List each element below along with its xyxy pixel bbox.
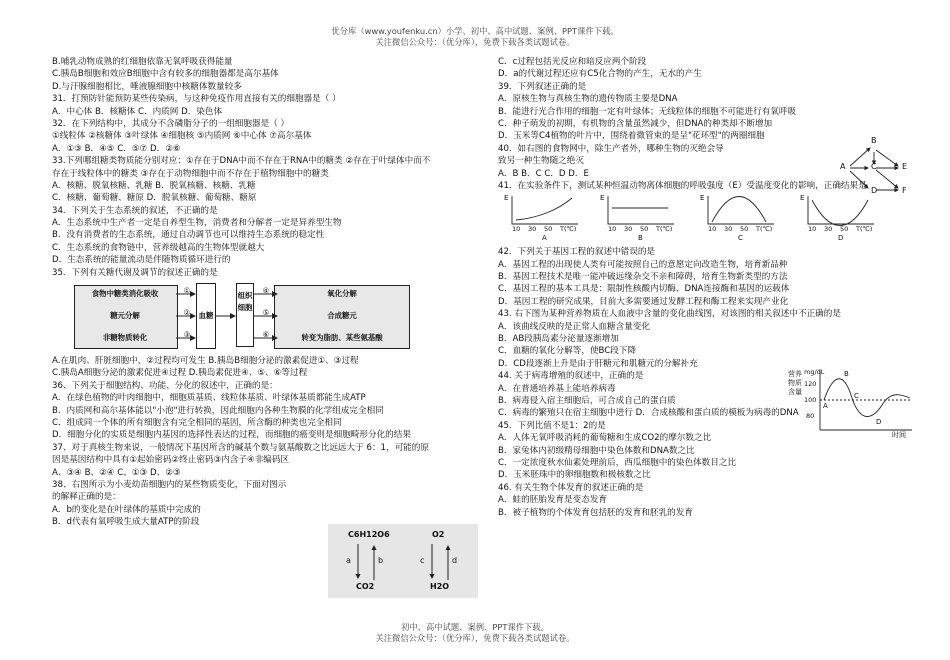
sugar-metabolism-diagram <box>52 283 472 349</box>
text-line: C．c过程包括光反应和暗反应两个阶段 <box>498 57 647 67</box>
ytick-100: 100 <box>804 396 817 404</box>
text-line: D．玉米胚珠中的卵细胞数和极核数之比 <box>498 470 651 481</box>
text-line: C．生态系统的食物链中，营养级越高的生物体型就越大 <box>52 242 265 253</box>
question-36: 36、下列关于细胞结构、功能、分化的叙述中，正确的是： <box>52 380 278 391</box>
axis-unit: T(℃) <box>856 225 873 234</box>
text-line: B.哺乳动物成熟的红细胞依靠无氧呼吸获得能量 <box>52 57 233 67</box>
text-line: A．基因工程的出现使人类有可能按照自己的意愿定向改造生物，培育新品种 <box>498 259 788 270</box>
text-line: A．在绿色植物的叶肉细胞中，细胞质基质、线粒体基质、叶绿体基质都能生成ATP <box>52 393 366 404</box>
co2-label: CO2 <box>356 582 375 591</box>
tick-label: 10 <box>708 225 717 234</box>
graph-letters <box>498 236 910 246</box>
text-line: B．病毒侵入宿主细胞后，可合成自己的蛋白质 <box>498 395 676 406</box>
text-line: A.在肌肉、肝脏细胞中，②过程均可发生 B.胰岛B细胞分泌的激素促进①、③过程 <box>52 356 359 367</box>
text-line: 致另一种生物随之绝灭 <box>498 156 584 167</box>
mark-1: ① <box>183 286 191 296</box>
text-line: A．B B．C C．D D．E <box>498 168 589 179</box>
text-line: D．CD段逐渐上升是由于肝糖元和肌糖元的分解补充 <box>498 358 698 369</box>
input-non-sugar: 非糖物质转化 <box>102 333 148 343</box>
input-digestion: 食物中糖类消化吸收 <box>91 289 159 299</box>
graph-letter-a: A <box>542 234 547 243</box>
label-d: d <box>452 556 458 565</box>
tick-label: 50 <box>544 225 553 234</box>
mark-2: ② <box>183 308 191 318</box>
graph-letter-d: D <box>838 234 844 243</box>
food-node-f: F <box>902 186 907 195</box>
text-line: B．AB段胰岛素分泌量逐渐增加 <box>498 334 619 345</box>
tick-label: 30 <box>724 225 733 234</box>
question-41: 41．在实验条件下，测试某种恒温动物离体细胞的呼吸强度（E）受温度变化的影响，正确结果是 <box>498 180 867 191</box>
text-line: ①线粒体 ②核糖体 ③叶绿体 ④细胞核 ⑤内质网 ⑥中心体 ⑦高尔基体 <box>52 131 312 142</box>
text-line: A．核糖、脱氧核糖、乳糖 B．脱氧核糖、核糖、乳糖 <box>52 180 256 191</box>
text-line: C.胰岛B细胞和效应B细胞中含有较多的细胞器都是高尔基体 <box>52 69 279 80</box>
wheat-metabolism-diagram <box>328 524 478 598</box>
mark-5: ⑤ <box>262 308 270 318</box>
point-d: D <box>876 418 882 426</box>
tissue-cell-box: 组织细胞 <box>236 283 254 347</box>
text-line: A、③④ B、②④ C、①③ D、②③ <box>52 467 181 478</box>
text-line: 的解释正确的是： <box>52 492 121 503</box>
point-b: B <box>844 370 849 378</box>
label-a: a <box>346 556 351 565</box>
axis-unit: T(℃) <box>656 225 673 234</box>
mark-4: ④ <box>262 286 270 296</box>
tick-label: 10 <box>608 225 617 234</box>
food-node-e: E <box>902 162 908 171</box>
graph-letter-b: B <box>638 234 643 243</box>
text-line: A．中心体 B．核糖体 C．内质网 D．染色体 <box>52 106 223 117</box>
food-web-arrows <box>838 140 922 198</box>
text-line: C．病毒的繁殖只在宿主细胞中进行 D．合成核酸和蛋白质的模板为病毒的DNA <box>498 408 799 419</box>
question-38: 38、右图所示为小麦幼苗细胞内的某些物质变化，下面对图示 <box>52 479 287 490</box>
graph-ylabel: 营养物质含量 <box>788 370 802 396</box>
ytick-120: 120 <box>804 380 817 388</box>
text-line: D．a的代谢过程还应有C5化合物的产生，无水的产生 <box>498 69 702 80</box>
glucose-label: C6H12O6 <box>348 530 390 539</box>
tick-label: 30 <box>528 225 537 234</box>
graph-unit: mg/dL <box>804 368 825 376</box>
point-c: C <box>854 392 859 400</box>
question-45: 45．下列比值不是1：2的是 <box>498 420 606 431</box>
right-column <box>498 56 910 519</box>
header-line-2: 关注微信公众号：（优分库），免费下载各类试题试卷。 <box>375 37 575 47</box>
graph-b-ylabel: E <box>600 194 605 203</box>
mark-3: ③ <box>183 330 191 340</box>
footer-line-2: 关注微信公众号：（优分库），免费下载各类试题试卷。 <box>375 633 575 643</box>
header-line-1: 优分库（www.youfenku.cn）小学、初中、高中试题、案例、PPT课件下载。 <box>331 26 619 36</box>
text-line: A．原核生物与真核生物的遗传物质主要是DNA <box>498 94 678 105</box>
text-line: A．在普通培养基上能培养病毒 <box>498 383 616 394</box>
text-line: A．生态系统中生产者一定是自养型生物，消费者和分解者一定是异养型生物 <box>52 218 342 229</box>
point-a: A <box>823 402 828 410</box>
output-oxidation: 氧化分解 <box>327 289 357 299</box>
text-line: D．基因工程的研究成果，目前大多需要通过发酵工程和酶工程来实现产业化 <box>498 296 789 307</box>
text-line: C.胰岛A细胞分泌的激素促进④过程 D.胰岛素促进④、⑤、⑥等过程 <box>52 368 308 379</box>
label-c: c <box>420 556 425 565</box>
text-line: A．人体无氧呼吸消耗的葡萄糖和生成CO2的摩尔数之比 <box>498 433 712 444</box>
text-line: D．玉米等C4植物的叶片中，围绕着微管束的是呈"花环型"的两圈细胞 <box>498 131 765 142</box>
question-46: 46. 有关生物个体发育的叙述正确的是 <box>498 482 644 493</box>
text-line: D．细胞分化的实质是细胞内基因的选择性表达的过程，而细胞的癌变则是细胞畸形分化的结果 <box>52 430 411 441</box>
text-line: B．内质网和高尔基体能以"小泡"进行转换，因此细胞内各种生物膜的化学组成完全相同 <box>52 405 384 416</box>
text-line: A．蛙的胚胎发育是变态发育 <box>498 495 608 506</box>
text-line: B．被子植物的个体发育包括胚的发育和胚乳的发育 <box>498 507 693 518</box>
text-line: C．血糖的氧化分解等，使BC段下降 <box>498 346 637 357</box>
tick-label: 50 <box>840 225 849 234</box>
food-node-c: C <box>871 162 877 171</box>
text-line: 存在于线粒体中的糖类 ③存在于动物细胞中而不存在于植物细胞中的糖类 <box>52 168 329 179</box>
text-line: D．生态系统的能量流动是伴随物质循环进行的 <box>52 255 231 266</box>
question-40: 40．如右图的食物网中，除生产者外，哪种生物的灭绝会导 <box>498 143 724 154</box>
tick-label: 50 <box>740 225 749 234</box>
footer-line-1: 初中、高中试题、案例、PPT课件下载。 <box>401 622 549 632</box>
question-31: 31．打预防针能预防某些传染病，与这种免疫作用直接有关的细胞器是（ ） <box>52 94 341 105</box>
o2-label: O2 <box>432 530 445 539</box>
question-42: 42．下列关于基因工程的叙述中错误的是 <box>498 247 656 258</box>
graph-letter-c: C <box>738 234 743 243</box>
text-line: B．d代表有氧呼吸生成大量ATP的阶段 <box>52 517 200 528</box>
tick-label: 30 <box>624 225 633 234</box>
blood-glucose-box: 血糖 <box>196 283 216 349</box>
graph-a-ylabel: E <box>504 194 509 203</box>
axis-unit: T(℃) <box>756 225 773 234</box>
text-line: B．没有消费者的生态系统，通过自动调节也可以维持生态系统的稳定性 <box>52 230 325 241</box>
food-node-b: B <box>871 136 877 145</box>
text-line: C．核糖、葡萄糖、糖原 D．脱氧核糖、葡萄糖、糖原 <box>52 193 257 204</box>
question-32: 32．在下列结构中，其成分不含磷脂分子的一组细胞器是（ ） <box>52 118 290 129</box>
food-node-d: D <box>871 186 878 195</box>
output-fat-amino: 转变为脂肪、某些氨基酸 <box>301 333 383 343</box>
mark-6: ⑥ <box>262 330 270 340</box>
text-line: A．该曲线反映的是正常人血糖含量变化 <box>498 321 650 332</box>
input-glycogen-breakdown: 糖元分解 <box>110 311 140 321</box>
h2o-label: H2O <box>430 582 450 591</box>
temperature-graphs <box>498 194 910 234</box>
left-column <box>52 56 472 529</box>
text-line: B．基因工程技术是唯一能冲破远缘杂交不亲和障碍，培育生物新类型的方法 <box>498 272 788 283</box>
text-line: C．种子萌发的初期，有机物的含量虽然减少，但DNA的种类却不断增加 <box>498 118 773 129</box>
text-line: A．①③ B．④⑤ C．⑤⑦ D．②⑥ <box>52 143 181 154</box>
text-line: 因是基因结构中具有①起始密码②终止密码③内含子④非编码区 <box>52 455 290 466</box>
text-line: B．家兔体内初级精母细胞中染色体数和DNA数之比 <box>498 445 695 456</box>
food-web-diagram <box>838 136 922 198</box>
tick-label: 30 <box>824 225 833 234</box>
graph-xlabel: 时间 <box>892 431 906 439</box>
question-43: 43. 右下图为某种营养物质在人血液中含量的变化曲线图，对该图的相关叙述中不正确的是 <box>498 309 841 320</box>
graph-d-ylabel: E <box>800 194 805 203</box>
text-line: C．一定浓度秋水仙素处理前后，西瓜细胞中的染色体数目之比 <box>498 457 737 468</box>
question-37: 37、对于真核生物来说，一般情况下基因所含的碱基个数与氨基酸数之比远远大于 6：1，可能的原 <box>52 442 429 453</box>
question-44: 44. 关于病毒增殖的叙述中，正确的是 <box>498 371 644 382</box>
tick-label: 10 <box>512 225 521 234</box>
output-glycogen: 合成糖元 <box>327 311 357 321</box>
food-node-a: A <box>840 162 846 171</box>
text-line: C．基因工程的基本工具是：限制性核酸内切酶、DNA连接酶和基因的运载体 <box>498 284 790 295</box>
question-39: 39．下列叙述正确的是 <box>498 81 587 92</box>
text-line: C．组成同一个体的所有细胞含有完全相同的基因，所含酶的种类也完全相同 <box>52 417 342 428</box>
graph-c-ylabel: E <box>700 194 705 203</box>
ytick-80: 80 <box>806 412 815 420</box>
tick-label: 10 <box>808 225 817 234</box>
question-35: 35．下列有关糖代谢及调节的叙述正确的是 <box>52 267 218 278</box>
question-34: 34．下列关于生态系统的叙述，不正确的是 <box>52 205 218 216</box>
text-line: B．能进行光合作用的细胞一定有叶绿体；无线粒体的细胞不可能进行有氧呼吸 <box>498 106 797 117</box>
text-line: D.与汗腺细胞相比，唾液腺细胞中核糖体数量较多 <box>52 81 242 92</box>
text-line: A．b的变化是在叶绿体的基质中完成的 <box>52 504 201 515</box>
question-33: 33.下列哪组糖类物质能分别对应：①存在于DNA中而不存在于RNA中的糖类 ②存在于叶绿体中而不 <box>52 156 431 167</box>
blood-sugar-graph <box>788 368 916 440</box>
axis-unit: T(℃) <box>560 225 577 234</box>
label-b: b <box>378 556 384 565</box>
tick-label: 50 <box>640 225 649 234</box>
